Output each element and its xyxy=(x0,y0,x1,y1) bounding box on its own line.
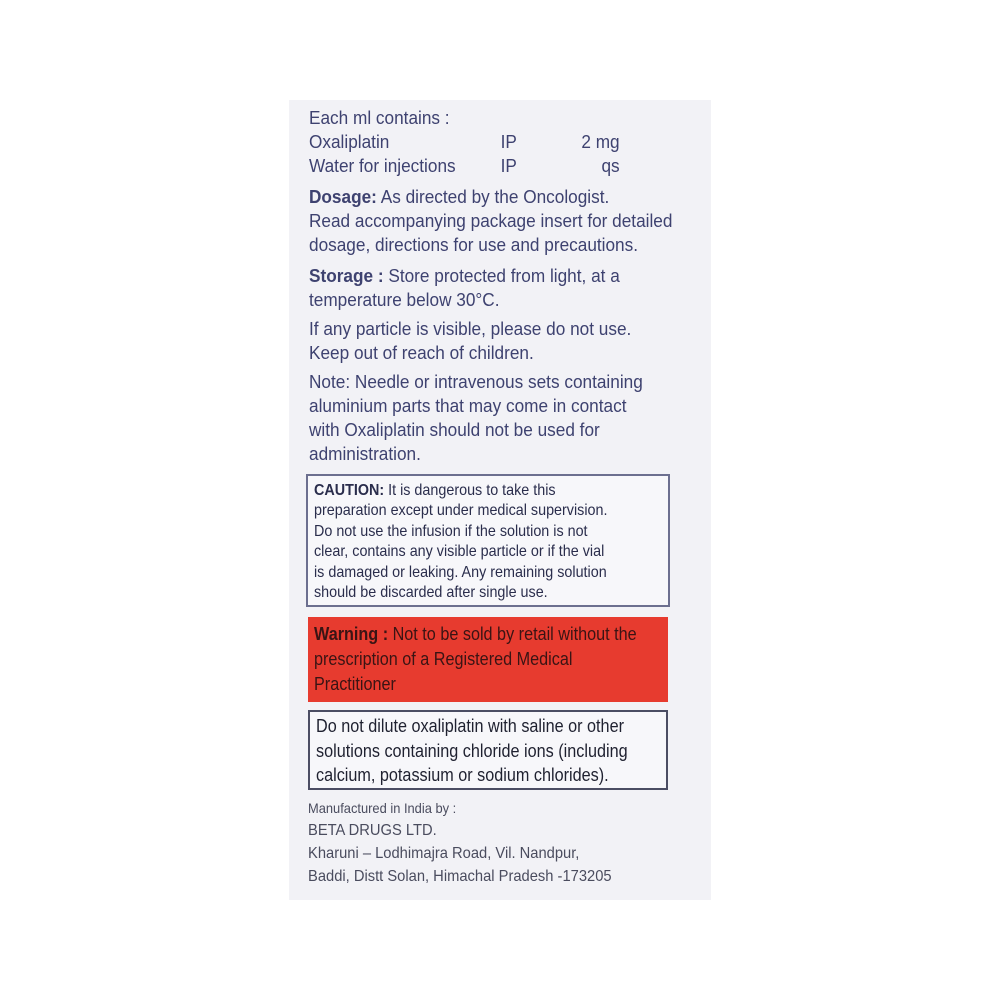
warning-line-1 xyxy=(314,622,637,647)
caution-label: CAUTION: xyxy=(314,482,385,499)
warning-box xyxy=(308,617,668,702)
ingredient-standard: IP xyxy=(500,131,517,152)
storage-label: Storage : xyxy=(309,265,384,286)
caution-line-3: Do not use the infusion if the solution is not xyxy=(314,522,588,540)
storage-text: Store protected from light, at a xyxy=(383,265,620,286)
composition-heading: Each ml contains : xyxy=(309,107,450,128)
caution-line-5: is damaged or leaking. Any remaining solution xyxy=(314,563,607,581)
caution-box xyxy=(306,474,670,607)
ingredient-standard: IP xyxy=(500,155,517,176)
manufacturer-block xyxy=(308,797,638,888)
storage-line-1 xyxy=(309,264,683,288)
storage-section xyxy=(309,264,711,312)
note-line-1: Note: Needle or intravenous sets containing xyxy=(309,371,643,392)
warning-text: Not to be sold by retail without the xyxy=(388,624,637,644)
caution-line-4: clear, contains any visible particle or if the vial xyxy=(314,543,605,561)
dilute-line-3: calcium, potassium or sodium chlorides). xyxy=(316,765,609,785)
dilute-line-1: Do not dilute oxaliplatin with saline or other xyxy=(316,716,624,736)
particle-line-2: Keep out of reach of children. xyxy=(309,342,534,363)
dilute-line-2: solutions containing chloride ions (including xyxy=(316,740,628,761)
caution-text: It is dangerous to take this xyxy=(384,482,556,499)
ingredient-name: Water for injections xyxy=(309,155,456,176)
particle-line-1: If any particle is visible, please do not use. xyxy=(309,318,632,339)
storage-line-2: temperature below 30°C. xyxy=(309,289,500,310)
dosage-label: Dosage: xyxy=(309,186,377,207)
dosage-line-3: dosage, directions for use and precautions. xyxy=(309,234,639,255)
particle-section xyxy=(309,317,711,365)
dosage-text: As directed by the Oncologist. xyxy=(376,186,610,207)
warning-line-3: Practitioner xyxy=(314,674,396,694)
note-line-2: aluminium parts that may come in contact xyxy=(309,395,627,416)
dilution-notice-box xyxy=(308,710,668,790)
note-line-4: administration. xyxy=(309,443,421,464)
note-line-3: with Oxaliplatin should not be used for xyxy=(309,419,600,440)
composition-row-oxaliplatin xyxy=(309,130,683,154)
composition-row-water xyxy=(309,154,683,178)
warning-line-2: prescription of a Registered Medical xyxy=(314,649,573,669)
dosage-section xyxy=(309,185,711,257)
caution-line-6: should be discarded after single use. xyxy=(314,584,548,602)
caution-line-2: preparation except under medical supervision. xyxy=(314,502,608,520)
dosage-line-2: Read accompanying package insert for detailed xyxy=(309,210,673,231)
manufacturer-address-1: Kharuni – Lodhimajra Road, Vil. Nandpur, xyxy=(308,845,580,862)
manufacturer-address-2: Baddi, Distt Solan, Himachal Pradesh -173205 xyxy=(308,868,612,885)
dosage-line-1 xyxy=(309,185,683,209)
note-section xyxy=(309,370,711,466)
ingredient-amount: 2 mg xyxy=(581,131,620,152)
ingredient-amount: qs xyxy=(601,155,620,176)
warning-label: Warning : xyxy=(314,624,389,644)
ingredient-name: Oxaliplatin xyxy=(309,131,390,152)
manufacturer-company: BETA DRUGS LTD. xyxy=(308,822,437,839)
manufacturer-heading: Manufactured in India by : xyxy=(308,800,457,816)
caution-line-1 xyxy=(314,481,636,501)
